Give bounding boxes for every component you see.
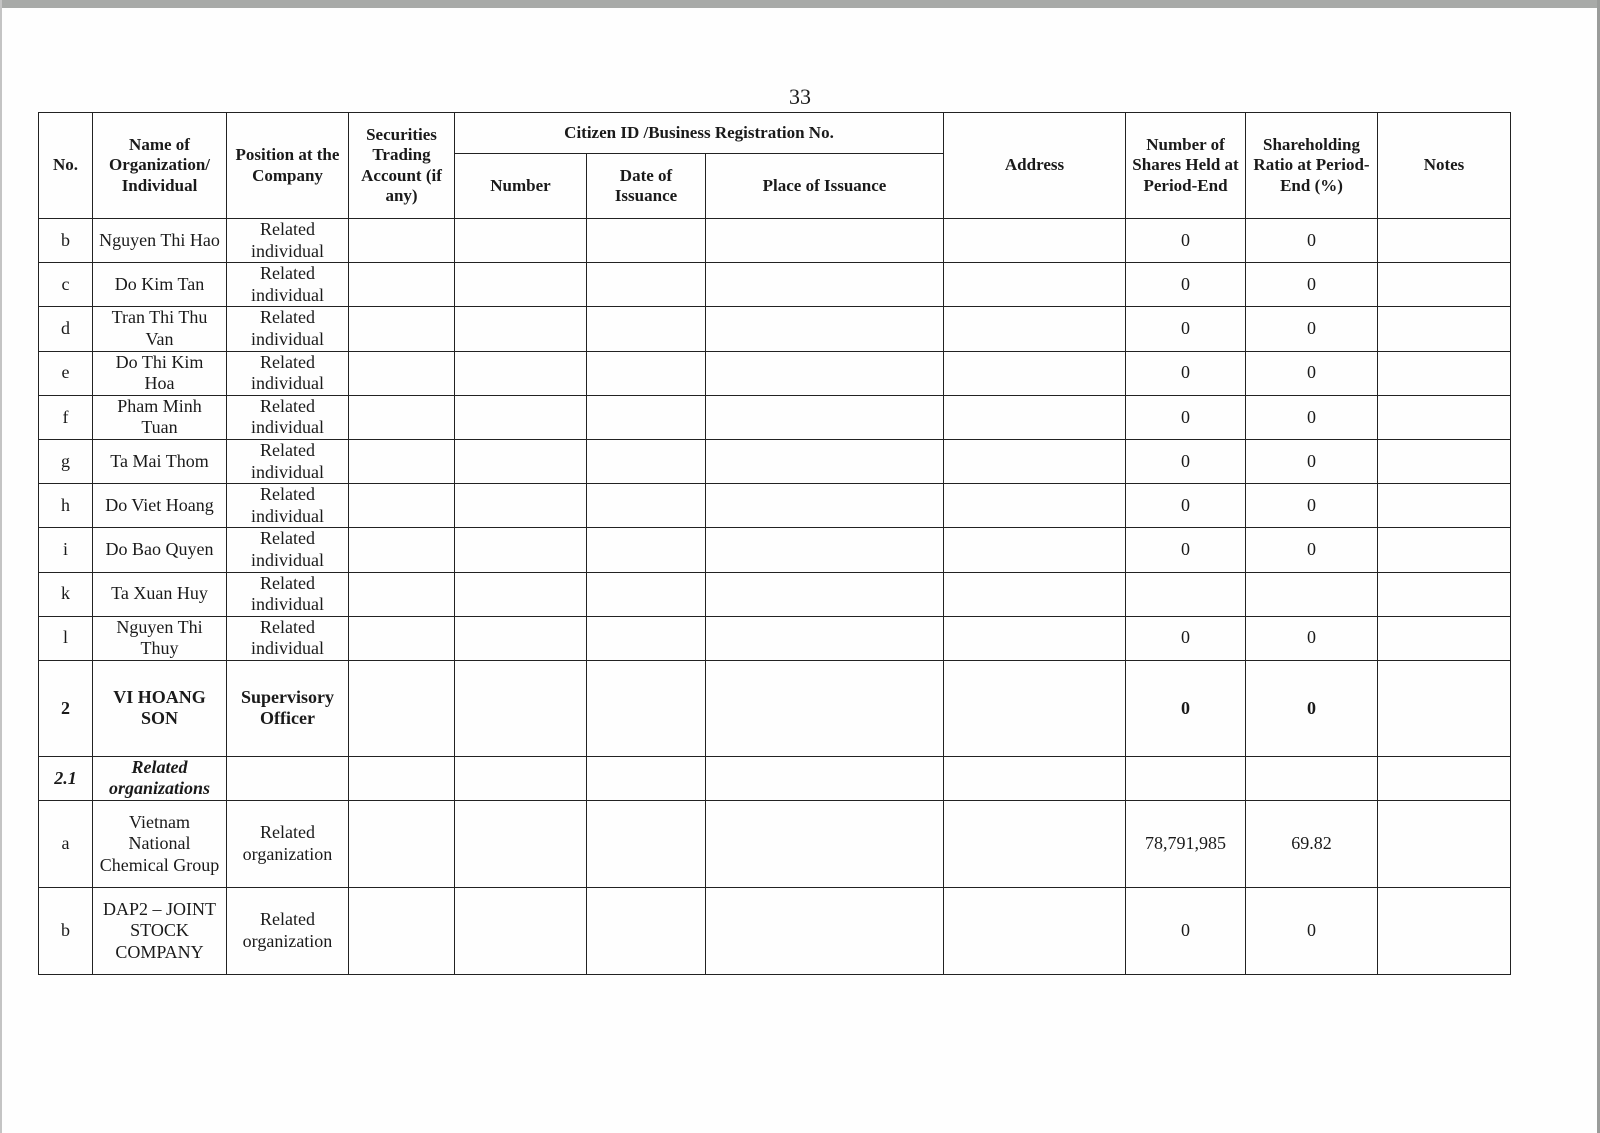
row-position: Related organization [227, 801, 349, 888]
row-shares [1126, 756, 1246, 800]
row-position: Related individual [227, 572, 349, 616]
row-shares: 0 [1126, 616, 1246, 660]
row-name: Ta Mai Thom [93, 439, 227, 483]
row-no: b [39, 219, 93, 263]
row-securities-account [349, 484, 455, 528]
row-name: Do Viet Hoang [93, 484, 227, 528]
row-securities-account [349, 263, 455, 307]
row-securities-account [349, 351, 455, 395]
row-ratio: 0 [1246, 263, 1378, 307]
row-notes [1378, 263, 1511, 307]
related-parties-table [38, 112, 1511, 975]
table-row [39, 484, 1511, 528]
row-ratio [1246, 572, 1378, 616]
row-name: DAP2 – JOINT STOCK COMPANY [93, 888, 227, 975]
row-notes [1378, 528, 1511, 572]
row-place-of-issuance [706, 756, 944, 800]
header-notes: Notes [1378, 113, 1511, 219]
header-shares: Number of Shares Held at Period-End [1126, 113, 1246, 219]
row-date-of-issuance [587, 263, 706, 307]
row-place-of-issuance [706, 484, 944, 528]
row-id-number [455, 307, 587, 351]
row-position: Related individual [227, 439, 349, 483]
row-ratio: 0 [1246, 528, 1378, 572]
row-id-number [455, 219, 587, 263]
row-id-number [455, 263, 587, 307]
row-date-of-issuance [587, 395, 706, 439]
row-notes [1378, 660, 1511, 756]
row-place-of-issuance [706, 263, 944, 307]
row-name: Do Thi Kim Hoa [93, 351, 227, 395]
row-ratio: 0 [1246, 351, 1378, 395]
header-address: Address [944, 113, 1126, 219]
row-place-of-issuance [706, 572, 944, 616]
row-shares: 0 [1126, 263, 1246, 307]
row-name: Pham Minh Tuan [93, 395, 227, 439]
header-securities-account: Securities Trading Account (if any) [349, 113, 455, 219]
header-citizen-id-group: Citizen ID /Business Registration No. [455, 113, 944, 154]
row-position: Related individual [227, 616, 349, 660]
row-no: d [39, 307, 93, 351]
row-place-of-issuance [706, 307, 944, 351]
row-name: Nguyen Thi Thuy [93, 616, 227, 660]
row-no: 2.1 [39, 756, 93, 800]
row-name: Do Kim Tan [93, 263, 227, 307]
row-name: Nguyen Thi Hao [93, 219, 227, 263]
row-name: Do Bao Quyen [93, 528, 227, 572]
row-notes [1378, 307, 1511, 351]
row-shares: 0 [1126, 439, 1246, 483]
row-no: g [39, 439, 93, 483]
row-place-of-issuance [706, 395, 944, 439]
row-ratio: 0 [1246, 395, 1378, 439]
row-id-number [455, 616, 587, 660]
row-id-number [455, 439, 587, 483]
row-date-of-issuance [587, 888, 706, 975]
row-address [944, 439, 1126, 483]
table-row [39, 351, 1511, 395]
row-address [944, 801, 1126, 888]
table-row [39, 439, 1511, 483]
row-no: l [39, 616, 93, 660]
row-notes [1378, 888, 1511, 975]
row-date-of-issuance [587, 528, 706, 572]
row-place-of-issuance [706, 616, 944, 660]
row-id-number [455, 528, 587, 572]
row-id-number [455, 484, 587, 528]
row-date-of-issuance [587, 756, 706, 800]
row-ratio: 69.82 [1246, 801, 1378, 888]
row-notes [1378, 439, 1511, 483]
header-id-number: Number [455, 154, 587, 219]
table-row [39, 307, 1511, 351]
table-row [39, 395, 1511, 439]
row-shares: 0 [1126, 484, 1246, 528]
row-place-of-issuance [706, 219, 944, 263]
table-row [39, 660, 1511, 756]
row-place-of-issuance [706, 439, 944, 483]
row-address [944, 888, 1126, 975]
row-address [944, 395, 1126, 439]
row-shares [1126, 572, 1246, 616]
row-securities-account [349, 660, 455, 756]
row-date-of-issuance [587, 616, 706, 660]
row-id-number [455, 888, 587, 975]
row-notes [1378, 351, 1511, 395]
row-date-of-issuance [587, 801, 706, 888]
row-ratio: 0 [1246, 484, 1378, 528]
row-address [944, 756, 1126, 800]
row-position: Related organization [227, 888, 349, 975]
row-no: i [39, 528, 93, 572]
row-name: Related organizations [93, 756, 227, 800]
row-place-of-issuance [706, 660, 944, 756]
row-shares: 0 [1126, 528, 1246, 572]
row-ratio: 0 [1246, 307, 1378, 351]
row-no: k [39, 572, 93, 616]
row-no: f [39, 395, 93, 439]
row-name: Vietnam National Chemical Group [93, 801, 227, 888]
row-no: e [39, 351, 93, 395]
row-address [944, 660, 1126, 756]
row-notes [1378, 801, 1511, 888]
row-date-of-issuance [587, 219, 706, 263]
row-shares: 0 [1126, 219, 1246, 263]
row-shares: 78,791,985 [1126, 801, 1246, 888]
row-securities-account [349, 756, 455, 800]
row-shares: 0 [1126, 888, 1246, 975]
page-number: 33 [789, 84, 811, 109]
row-address [944, 219, 1126, 263]
row-no: 2 [39, 660, 93, 756]
row-place-of-issuance [706, 888, 944, 975]
row-securities-account [349, 395, 455, 439]
row-address [944, 484, 1126, 528]
row-id-number [455, 660, 587, 756]
row-ratio: 0 [1246, 439, 1378, 483]
row-notes [1378, 395, 1511, 439]
row-address [944, 528, 1126, 572]
table-row [39, 888, 1511, 975]
row-id-number [455, 351, 587, 395]
row-position: Related individual [227, 219, 349, 263]
row-place-of-issuance [706, 801, 944, 888]
row-securities-account [349, 528, 455, 572]
row-position: Related individual [227, 484, 349, 528]
row-date-of-issuance [587, 660, 706, 756]
row-place-of-issuance [706, 528, 944, 572]
row-date-of-issuance [587, 484, 706, 528]
row-securities-account [349, 219, 455, 263]
row-securities-account [349, 888, 455, 975]
header-name: Name of Organization/ Individual [93, 113, 227, 219]
row-shares: 0 [1126, 307, 1246, 351]
table-row [39, 263, 1511, 307]
row-securities-account [349, 439, 455, 483]
row-address [944, 351, 1126, 395]
row-no: h [39, 484, 93, 528]
header-no: No. [39, 113, 93, 219]
row-position: Related individual [227, 395, 349, 439]
row-id-number [455, 395, 587, 439]
row-securities-account [349, 307, 455, 351]
row-name: Ta Xuan Huy [93, 572, 227, 616]
row-address [944, 572, 1126, 616]
row-ratio: 0 [1246, 888, 1378, 975]
row-address [944, 307, 1126, 351]
row-date-of-issuance [587, 439, 706, 483]
row-notes [1378, 616, 1511, 660]
table-row [39, 528, 1511, 572]
row-date-of-issuance [587, 572, 706, 616]
header-ratio: Shareholding Ratio at Period-End (%) [1246, 113, 1378, 219]
row-shares: 0 [1126, 395, 1246, 439]
row-position: Related individual [227, 307, 349, 351]
row-date-of-issuance [587, 351, 706, 395]
table-row [39, 572, 1511, 616]
row-ratio: 0 [1246, 219, 1378, 263]
scan-edge-top [0, 0, 1600, 8]
table-row [39, 756, 1511, 800]
row-shares: 0 [1126, 351, 1246, 395]
header-date-of-issuance: Date of Issuance [587, 154, 706, 219]
row-position: Supervisory Officer [227, 660, 349, 756]
row-id-number [455, 756, 587, 800]
scan-edge-left [0, 0, 2, 1133]
row-name: Tran Thi Thu Van [93, 307, 227, 351]
row-ratio: 0 [1246, 660, 1378, 756]
row-securities-account [349, 801, 455, 888]
row-ratio [1246, 756, 1378, 800]
header-place-of-issuance: Place of Issuance [706, 154, 944, 219]
table-row [39, 801, 1511, 888]
row-notes [1378, 219, 1511, 263]
row-no: b [39, 888, 93, 975]
row-notes [1378, 484, 1511, 528]
row-name: VI HOANG SON [93, 660, 227, 756]
header-position: Position at the Company [227, 113, 349, 219]
row-position: Related individual [227, 263, 349, 307]
row-no: a [39, 801, 93, 888]
row-place-of-issuance [706, 351, 944, 395]
row-address [944, 616, 1126, 660]
row-id-number [455, 801, 587, 888]
table-row [39, 219, 1511, 263]
row-id-number [455, 572, 587, 616]
row-address [944, 263, 1126, 307]
row-position: Related individual [227, 351, 349, 395]
row-no: c [39, 263, 93, 307]
row-position [227, 756, 349, 800]
row-notes [1378, 756, 1511, 800]
row-shares: 0 [1126, 660, 1246, 756]
row-position: Related individual [227, 528, 349, 572]
table-row [39, 616, 1511, 660]
row-ratio: 0 [1246, 616, 1378, 660]
row-notes [1378, 572, 1511, 616]
row-securities-account [349, 572, 455, 616]
row-date-of-issuance [587, 307, 706, 351]
row-securities-account [349, 616, 455, 660]
